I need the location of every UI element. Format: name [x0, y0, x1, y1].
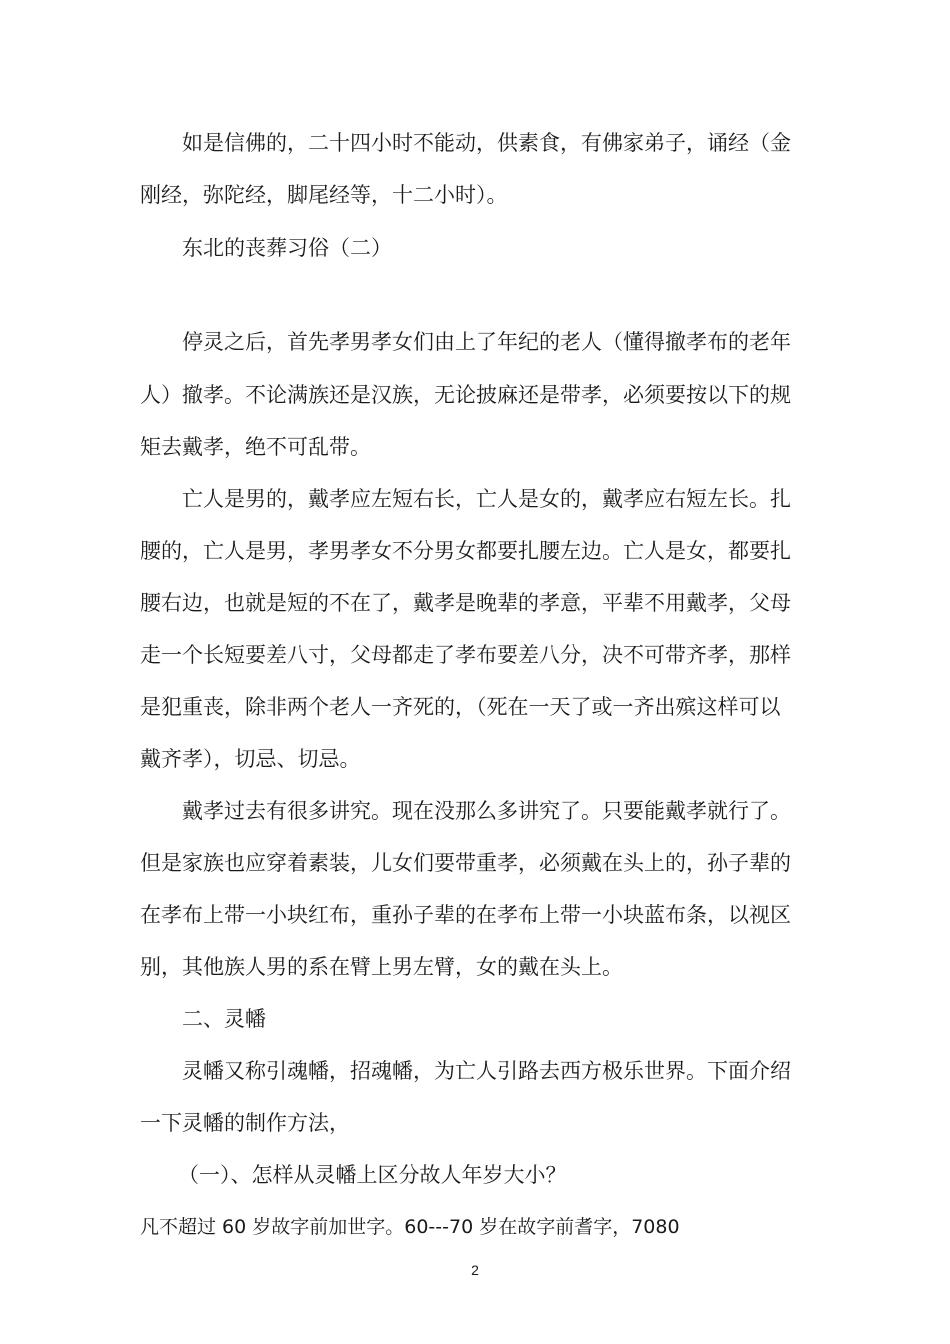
text-line: 人）撤孝。不论满族还是汉族，无论披麻还是带孝，必须要按以下的规	[140, 383, 791, 407]
text-line: 腰右边，也就是短的不在了，戴孝是晚辈的孝意，平辈不用戴孝，父母	[140, 591, 791, 615]
text-line: 戴孝过去有很多讲究。现在没那么多讲究了。只要能戴孝就行了。	[182, 799, 791, 823]
text-line: 在孝布上带一小块红布，重孙子辈的在孝布上带一小块蓝布条，以视区	[140, 903, 791, 927]
text-line: 是犯重丧，除非两个老人一齐死的，（死在一天了或一齐出殡这样可以	[140, 695, 781, 719]
section-heading: 东北的丧葬习俗（二）	[182, 236, 392, 260]
text-line: 腰的，亡人是男，孝男孝女不分男女都要扎腰左边。亡人是女，都要扎	[140, 539, 791, 563]
page-number: 2	[471, 1262, 479, 1278]
text-line: 戴齐孝），切忌、切忌。	[140, 747, 361, 771]
text-line: 刚经，弥陀经，脚尾经等，十二小时）。	[140, 183, 508, 207]
text-line: 停灵之后，首先孝男孝女们由上了年纪的老人（懂得撤孝布的老年	[182, 330, 791, 354]
text-line: 亡人是男的，戴孝应左短右长，亡人是女的，戴孝应右短左长。扎	[182, 487, 791, 511]
text-line: 灵幡又称引魂幡，招魂幡，为亡人引路去西方极乐世界。下面介绍	[182, 1059, 791, 1083]
text-line: 别，其他族人男的系在臂上男左臂，女的戴在头上。	[140, 955, 623, 979]
text-line: 但是家族也应穿着素装，儿女们要带重孝，必须戴在头上的，孙子辈的	[140, 851, 791, 875]
text-line: 矩去戴孝，绝不可乱带。	[140, 435, 371, 459]
text-line: 凡不超过 60 岁故字前加世字。60---70 岁在故字前耆字，7080	[140, 1216, 680, 1238]
section-heading: 二、灵幡	[182, 1007, 266, 1031]
subsection-heading: （一）、怎样从灵幡上区分故人年岁大小？	[178, 1163, 567, 1187]
text-line: 如是信佛的，二十四小时不能动，供素食，有佛家弟子，诵经（金	[182, 131, 791, 155]
text-line: 走一个长短要差八寸，父母都走了孝布要差八分，决不可带齐孝，那样	[140, 643, 791, 667]
text-line: 一下灵幡的制作方法，	[140, 1111, 350, 1135]
